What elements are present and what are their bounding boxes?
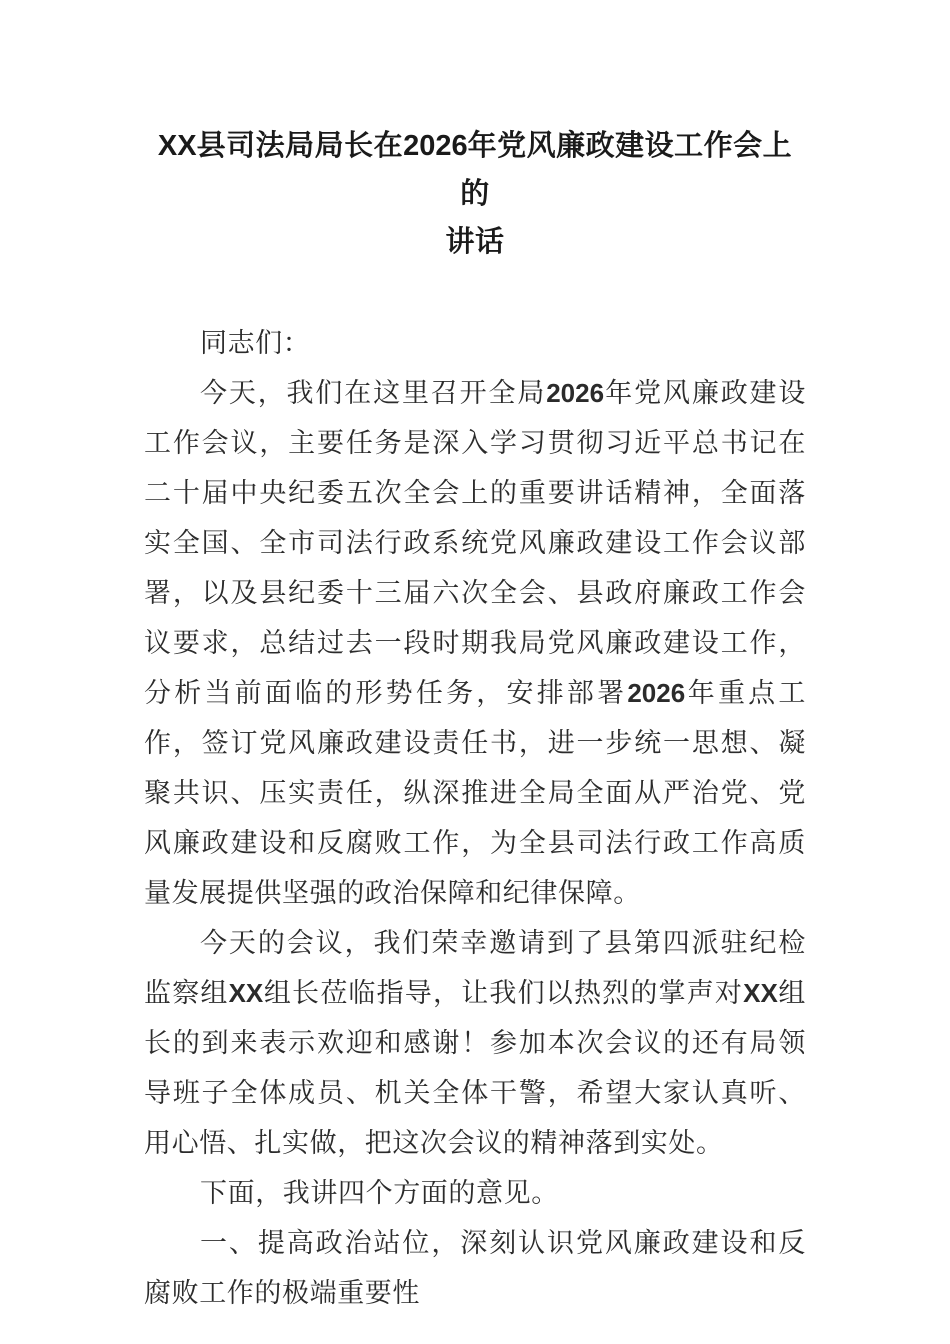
section-heading-one: 一、提高政治站位，深刻认识党风廉政建设和反腐败工作的极端重要性 [144,1228,806,1308]
page-title [144,0,806,266]
paragraph-guest-welcome: 今天的会议，我们荣幸邀请到了县第四派驻纪检监察组XX组长莅临指导，让我们以热烈的掌声对XX组长的到来表示欢迎和感谢！参加本次会议的还有局领导班子全体成员、机关全体干警，希望大家认真听、用心悟、扎实做，把这次会议的精神落到实处。 [144,928,806,1158]
salutation: 同志们： [200,328,311,358]
paragraph-outline-intro: 下面，我讲四个方面的意见。 [200,1178,559,1208]
bottom-whitespace [144,1318,806,1344]
title-line-2: 讲话 [445,226,505,258]
document-content [144,0,806,1344]
paragraph-opening-remarks: 今天，我们在这里召开全局2026年党风廉政建设工作会议，主要任务是深入学习贯彻习近平总书记在二十届中央纪委五次全会上的重要讲话精神，全面落实全国、全市司法行政系统党风廉政建设工作会议部署，以及县纪委十三届六次全会、县政府廉政工作会议要求，总结过去一段时期我局党风廉政建设工作，分析当前面临的形势任务，安排部署2026年重点工作，签订党风廉政建设责任书，进一步统一思想、凝聚共识、压实责任，纵深推进全局全面从严治党、党风廉政建设和反腐败工作，为全县司法行政工作高质量发展提供坚强的政治保障和纪律保障。 [144,378,806,908]
title-line-1: XX县司法局局长在2026年党风廉政建设工作会上的 [157,130,793,210]
